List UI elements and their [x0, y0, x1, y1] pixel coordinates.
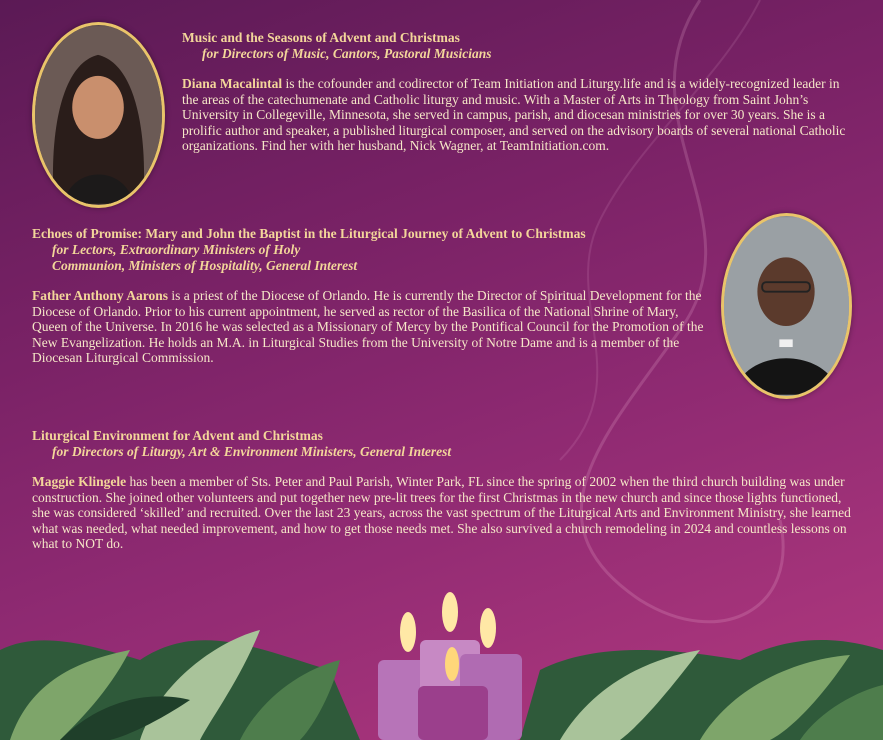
- portrait-anthony-aarons: [721, 213, 852, 399]
- person-photo-icon: [35, 25, 162, 205]
- advent-candles-greenery-illustration: [0, 590, 883, 740]
- session-title: Music and the Seasons of Advent and Christmas: [182, 30, 460, 45]
- presenter-bio-text: has been a member of Sts. Peter and Paul Parish, Winter Park, FL since the spring of 2002 when the third church building was under construction. She joined other volunteers and put together new pre-lit trees for the first Christmas in the new church and since those lights functioned, she was considered ‘skilled’ and recruited. Over the last 23 years, across the vast spectrum of the Liturgical Arts and Environment Ministry, she learned what was needed, what needed improvement, and how to get those needs met. She also survived a church remodeling in 2024 and countless lessons on what to NOT do.: [32, 474, 851, 551]
- session-audience: for Directors of Liturgy, Art & Environment Ministers, General Interest: [52, 444, 452, 459]
- presenter-name: Father Anthony Aarons: [32, 288, 169, 303]
- presenter-bio: [32, 474, 860, 552]
- session-audience: for Directors of Music, Cantors, Pastoral Musicians: [202, 46, 492, 61]
- greenery-right: [520, 640, 883, 740]
- session-echoes-of-promise: [32, 226, 712, 366]
- session-title: Liturgical Environment for Advent and Christmas: [32, 428, 323, 443]
- greenery-left: [0, 630, 360, 740]
- advent-candles: [378, 592, 522, 740]
- presenter-bio-text: is the cofounder and codirector of Team Initiation and Liturgy.life and is a widely-recognized leader in the areas of the catechumenate and Catholic liturgy and music. With a Master of Arts in Theology from Saint John’s University in Collegeville, Minnesota, she served in campus, parish, and diocesan ministries for over 30 years. She is a prolific author and speaker, a published liturgical composer, and served on the advisory boards of several national Catholic organizations. Find her with her husband, Nick Wagner, at TeamInitiation.com.: [182, 76, 846, 153]
- session-audience-line1: for Lectors, Extraordinary Ministers of Holy: [52, 242, 301, 257]
- presenter-name: Diana Macalintal: [182, 76, 283, 91]
- session-liturgical-environment: [32, 428, 860, 552]
- person-photo-icon: [724, 216, 849, 396]
- presenter-bio: [32, 288, 707, 366]
- session-music-seasons: [182, 30, 852, 154]
- presenter-bio-text: is a priest of the Diocese of Orlando. He is currently the Director of Spiritual Development for the Diocese of Orlando. Prior to his current appointment, he served as rector of the Basilica of the National Shrine of Mary, Queen of the Universe. In 2016 he was selected as a Missionary of Mercy by the Pontifical Council for the Promotion of the New Evangelization. He holds an M.A. in Liturgical Studies from the University of Notre Dame and is a member of the Diocesan Liturgical Commission.: [32, 288, 704, 365]
- session-title: Echoes of Promise: Mary and John the Baptist in the Liturgical Journey of Advent to Christmas: [32, 226, 586, 241]
- presenter-bio: [182, 76, 852, 154]
- presenter-name: Maggie Klingele: [32, 474, 127, 489]
- portrait-diana-macalintal: [32, 22, 165, 208]
- session-audience-line2: Communion, Ministers of Hospitality, General Interest: [52, 258, 358, 273]
